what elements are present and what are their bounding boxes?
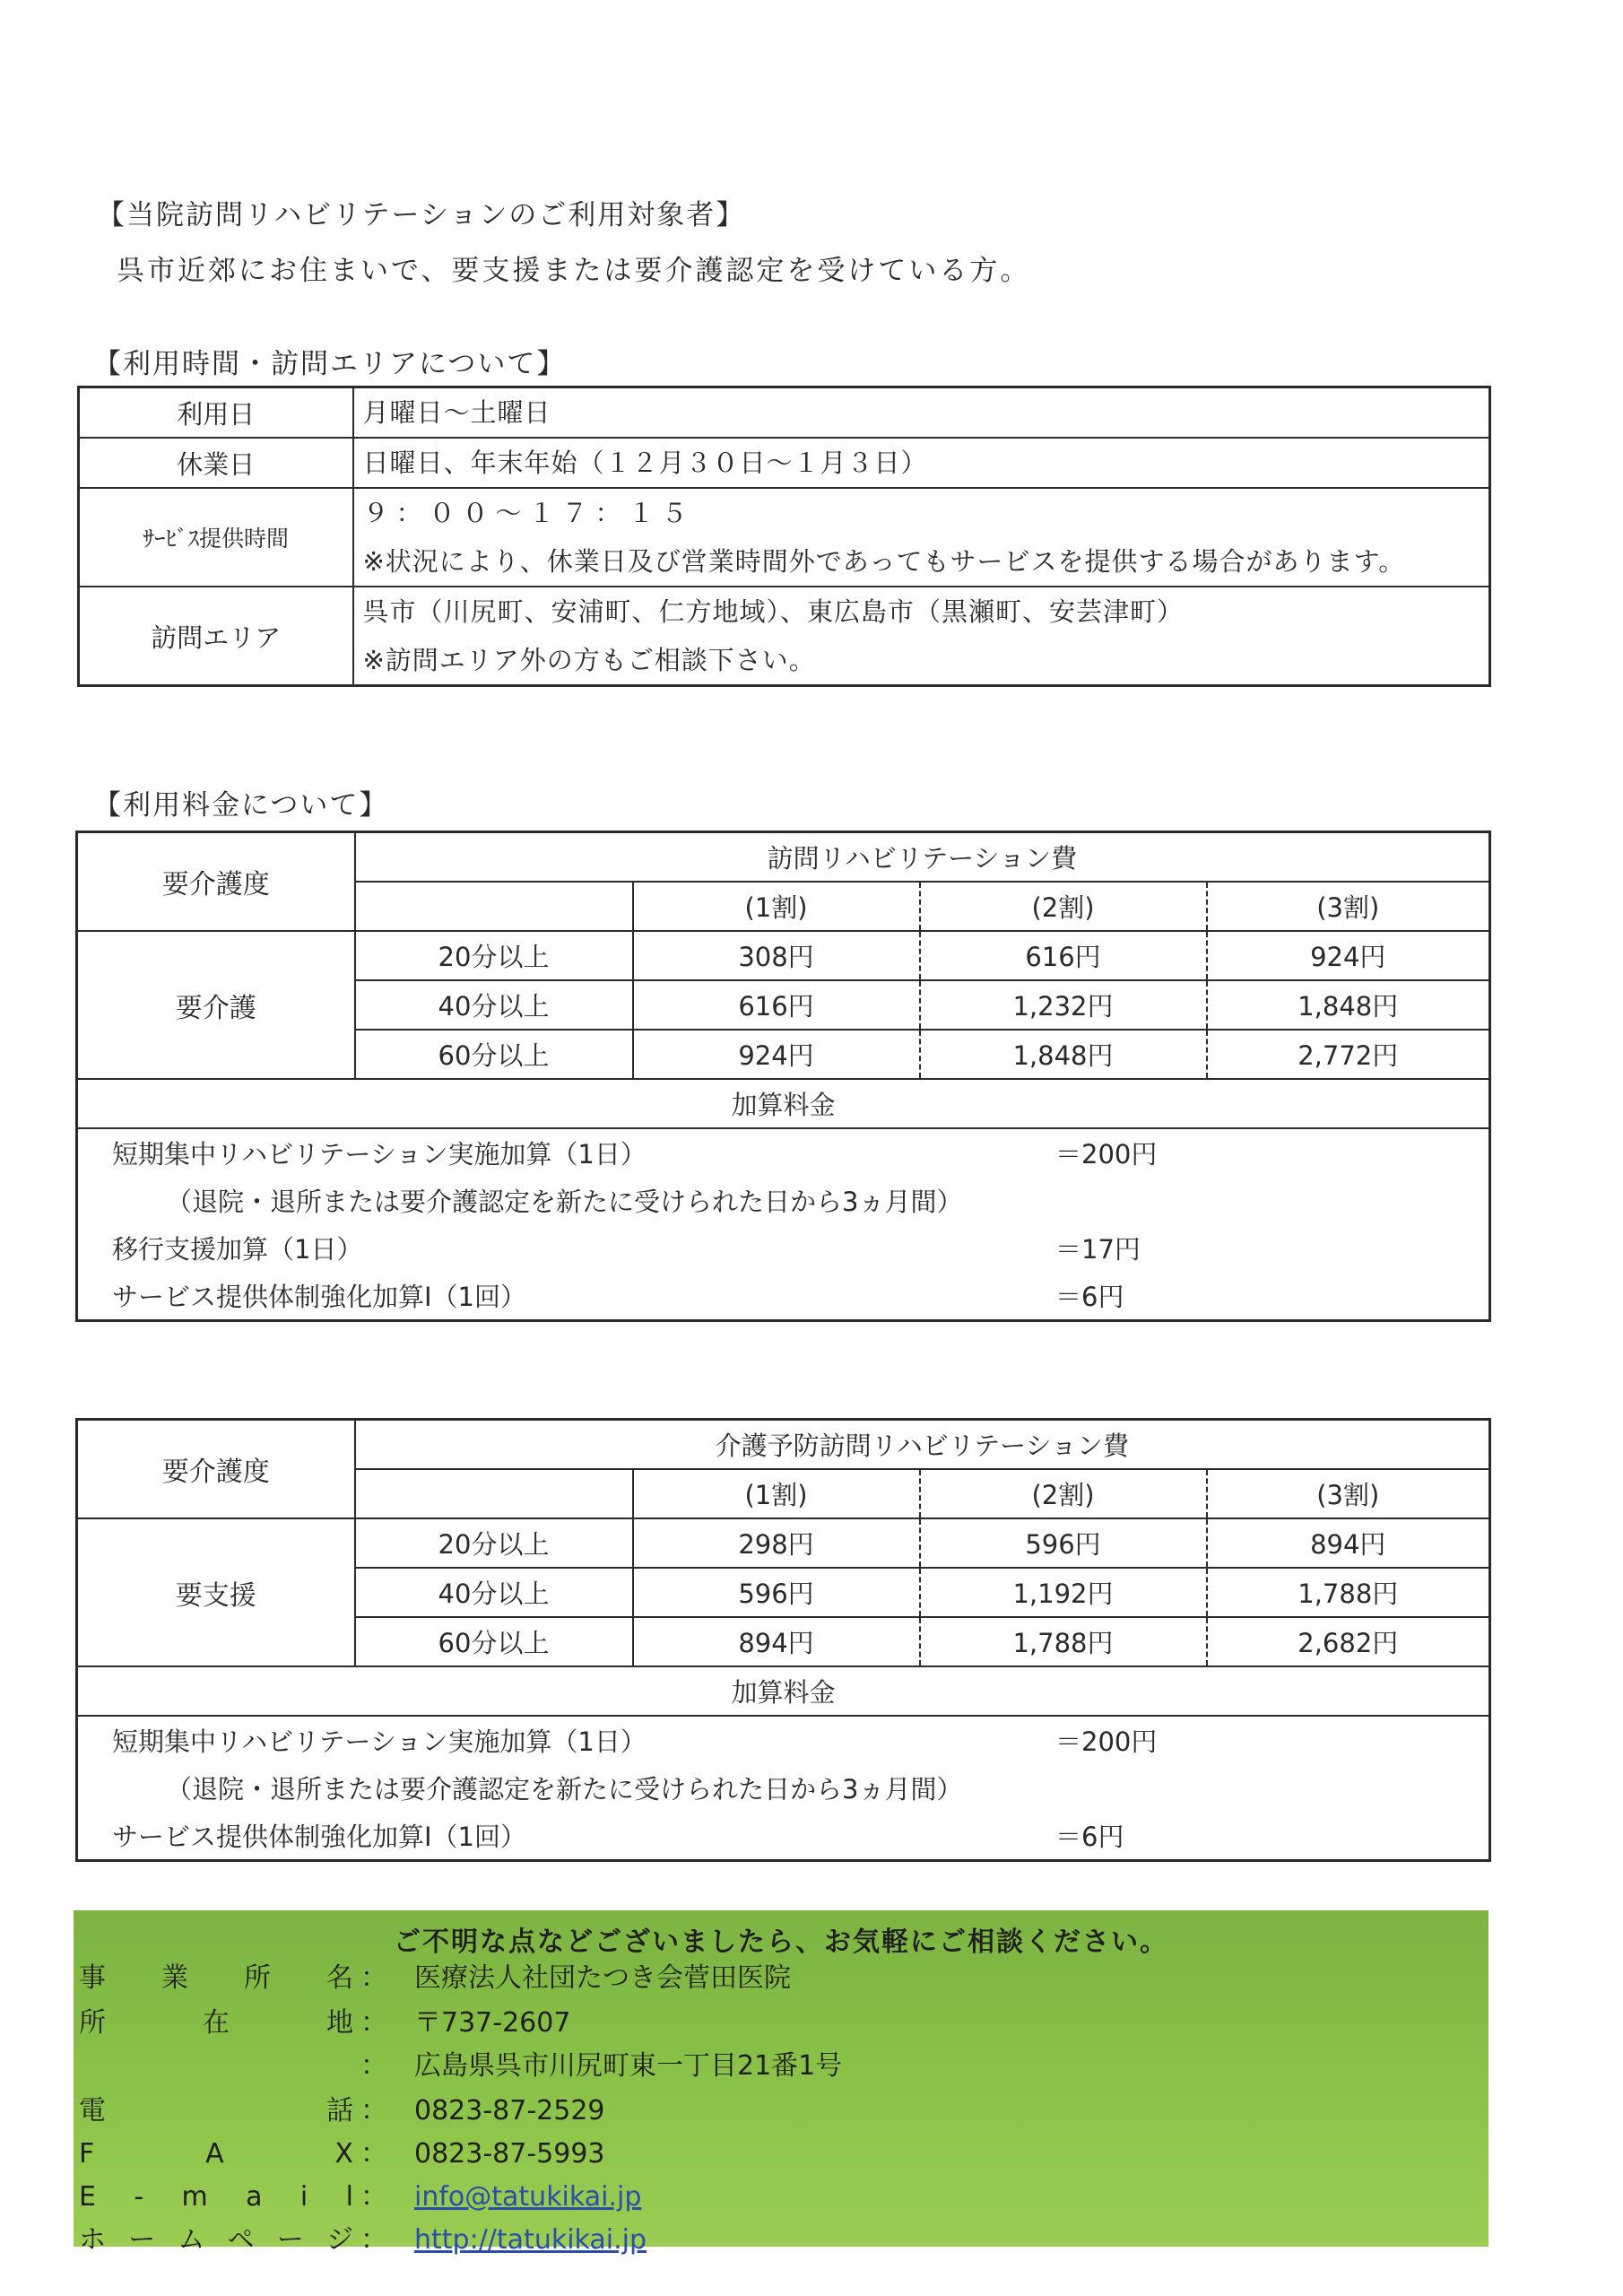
- contact-label-char: 名: [326, 1962, 353, 1994]
- care-level: 要介護: [77, 931, 355, 1079]
- hours-label: ｻｰﾋﾞｽ提供時間: [79, 488, 353, 587]
- contact-label-char: m: [181, 2181, 208, 2213]
- support-level: 要支援: [77, 1518, 355, 1666]
- contact-label-char: 電: [79, 2095, 106, 2126]
- fee-cell: 894円: [1207, 1518, 1490, 1568]
- fee-cell: 308円: [633, 931, 920, 980]
- contact-colon: ：: [360, 2181, 387, 2213]
- hours-value: 月曜日～土曜日: [362, 397, 551, 428]
- contact-title: ご不明な点などございましたら、お気軽にご相談ください。: [394, 1926, 1168, 1958]
- fee-cell: 924円: [633, 1030, 920, 1079]
- hours-row: [79, 488, 1490, 587]
- addition-value: ＝6円: [1055, 1282, 1124, 1312]
- hours-row: [79, 587, 1490, 686]
- addition-label: 短期集中リハビリテーション実施加算（1日）: [112, 1139, 647, 1170]
- fee-cell: 616円: [633, 980, 920, 1030]
- ratio-3: (3割): [1207, 1469, 1490, 1518]
- contact-colon: ：: [360, 2138, 387, 2170]
- contact-colon: ：: [360, 2224, 387, 2256]
- hours-row: [79, 387, 1490, 439]
- addition-label: 短期集中リハビリテーション実施加算（1日）: [112, 1726, 647, 1757]
- target-text: 呉市近郊にお住まいで、要支援または要介護認定を受けている方。: [117, 255, 1031, 287]
- addition-label: サービス提供体制強化加算Ⅰ（1回）: [112, 1822, 527, 1852]
- contact-label: [79, 2133, 353, 2176]
- contact-box: [74, 1910, 1488, 2256]
- fee-cell: 1,232円: [920, 980, 1207, 1030]
- duration: 60分以上: [355, 1030, 633, 1079]
- contact-label-char: 所: [79, 2007, 106, 2039]
- contact-label: [79, 2002, 353, 2045]
- contact-label-char: l: [345, 2181, 353, 2213]
- hours-label: 訪問エリア: [79, 587, 353, 686]
- email-link[interactable]: info@tatukikai.jp: [414, 2181, 642, 2213]
- ratio-2: (2割): [920, 882, 1207, 931]
- contact-label-char: ム: [178, 2224, 205, 2256]
- fee-cell: 924円: [1207, 931, 1490, 980]
- contact-value: 0823-87-5993: [414, 2138, 605, 2170]
- addition-value: ＝17円: [1055, 1234, 1141, 1265]
- target-heading: 【当院訪問リハビリテーションのご利用対象者】: [97, 199, 746, 231]
- contact-label-char: 話: [326, 2095, 353, 2126]
- fee-cell: 1,192円: [920, 1568, 1207, 1617]
- contact-label-char: X: [334, 2138, 353, 2170]
- fee-cell: 1,848円: [920, 1030, 1207, 1079]
- fee-cell: 1,788円: [920, 1617, 1207, 1666]
- contact-label: [79, 2176, 353, 2219]
- fee-cell: 596円: [633, 1568, 920, 1617]
- care-level-header: 要介護度: [77, 832, 355, 932]
- contact-label-char: ペ: [227, 2224, 255, 2256]
- hours-value: 日曜日、年末年始（１２月３０日～１月３日）: [362, 448, 928, 478]
- fee-cell: 894円: [633, 1617, 920, 1666]
- fee-row: [77, 931, 1490, 980]
- duration: 40分以上: [355, 980, 633, 1030]
- contact-value: 医療法人社団たつき会菅田医院: [414, 1962, 791, 1994]
- fee-cell: 2,682円: [1207, 1617, 1490, 1666]
- duration: 20分以上: [355, 931, 633, 980]
- homepage-link[interactable]: http://tatukikai.jp: [414, 2224, 647, 2256]
- fee-row: [77, 1518, 1490, 1568]
- additions-title: 加算料金: [77, 1079, 1490, 1128]
- duration: 40分以上: [355, 1568, 633, 1617]
- contact-label-char: A: [205, 2138, 224, 2170]
- duration: 60分以上: [355, 1617, 633, 1666]
- contact-label-char: a: [246, 2181, 263, 2213]
- fees-heading: 【利用料金について】: [93, 789, 389, 822]
- contact-label-char: ー: [128, 2224, 156, 2256]
- contact-value: 0823-87-2529: [414, 2095, 605, 2126]
- addition-value: ＝6円: [1055, 1822, 1124, 1852]
- hours-value: ９：００～１７：１５: [362, 498, 695, 528]
- contact-label-char: E: [79, 2181, 96, 2213]
- contact-label-char: 業: [161, 1962, 188, 1994]
- fee-cell: 1,788円: [1207, 1568, 1490, 1617]
- hours-heading: 【利用時間・訪問エリアについて】: [93, 348, 567, 380]
- contact-label: [79, 2219, 353, 2262]
- support-fee-table: [75, 1418, 1491, 1862]
- support-level-header: 要介護度: [77, 1420, 355, 1519]
- addition-note: （退院・退所または要介護認定を新たに受けられた日から3ヵ月間）: [77, 1177, 1490, 1224]
- contact-label-char: ジ: [325, 2224, 353, 2256]
- care-fee-title: 訪問リハビリテーション費: [355, 832, 1490, 883]
- addition-value: ＝200円: [1055, 1726, 1158, 1757]
- contact-value: 〒737-2607: [414, 2007, 571, 2039]
- contact-label-char: 地: [326, 2007, 353, 2039]
- fee-cell: 616円: [920, 931, 1207, 980]
- ratio-1: (1割): [633, 1469, 920, 1518]
- hours-value: 呉市（川尻町、安浦町、仁方地域）、東広島市（黒瀬町、安芸津町）: [362, 596, 1185, 627]
- hours-label: 休業日: [79, 438, 353, 488]
- additions-title: 加算料金: [77, 1666, 1490, 1716]
- contact-label-char: ホ: [79, 2224, 106, 2256]
- contact-label: [79, 1957, 353, 2000]
- contact-label-char: F: [79, 2138, 95, 2170]
- hours-label: 利用日: [79, 387, 353, 439]
- contact-label-char: i: [299, 2181, 308, 2213]
- support-fee-title: 介護予防訪問リハビリテーション費: [355, 1420, 1490, 1470]
- hours-row: [79, 438, 1490, 488]
- contact-label-char: 所: [244, 1962, 271, 1994]
- hours-note: ※状況により、休業日及び営業時間外であってもサービスを提供する場合があります。: [362, 546, 1406, 577]
- addition-label: 移行支援加算（1日）: [112, 1234, 363, 1265]
- fee-cell: 596円: [920, 1518, 1207, 1568]
- contact-label-char: ー: [276, 2224, 304, 2256]
- addition-label: サービス提供体制強化加算Ⅰ（1回）: [112, 1282, 527, 1312]
- contact-colon: ：: [360, 2050, 387, 2082]
- contact-label-char: 在: [203, 2007, 230, 2039]
- care-fee-table: [75, 831, 1491, 1322]
- addition-note: （退院・退所または要介護認定を新たに受けられた日から3ヵ月間）: [77, 1764, 1490, 1812]
- fee-cell: 2,772円: [1207, 1030, 1490, 1079]
- ratio-3: (3割): [1207, 882, 1490, 931]
- contact-label-char: 事: [79, 1962, 106, 1994]
- contact-colon: ：: [360, 1962, 387, 1994]
- addition-value: ＝200円: [1055, 1139, 1158, 1170]
- contact-value: 広島県呉市川尻町東一丁目21番1号: [414, 2050, 843, 2082]
- ratio-2: (2割): [920, 1469, 1207, 1518]
- contact-colon: ：: [360, 2095, 387, 2126]
- duration: 20分以上: [355, 1518, 633, 1568]
- contact-colon: ：: [360, 2007, 387, 2039]
- ratio-1: (1割): [633, 882, 920, 931]
- hours-table: [77, 386, 1491, 687]
- contact-label-char: -: [134, 2181, 144, 2213]
- contact-label: [79, 2090, 353, 2133]
- hours-note: ※訪問エリア外の方もご相談下さい。: [362, 645, 816, 675]
- fee-cell: 298円: [633, 1518, 920, 1568]
- fee-cell: 1,848円: [1207, 980, 1490, 1030]
